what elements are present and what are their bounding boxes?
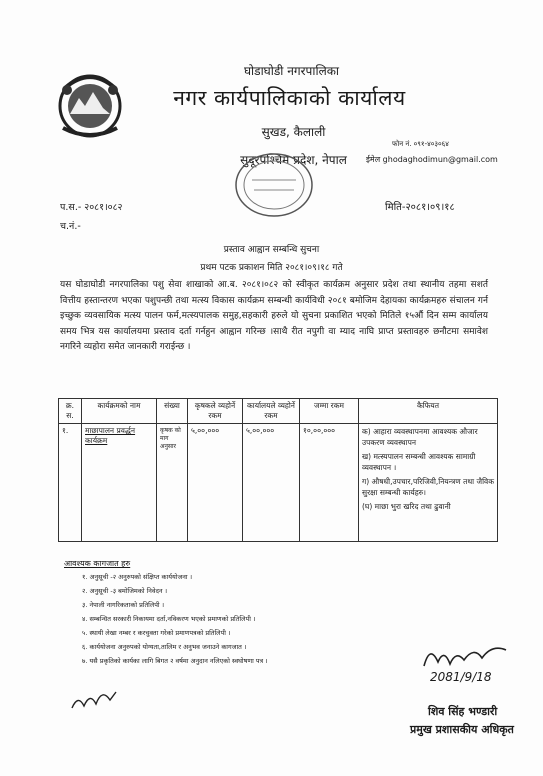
office-location: सुखड, कैलाली <box>261 125 326 139</box>
office-stamp-icon <box>232 150 316 220</box>
col-header-program: कार्यक्रमको नाम <box>82 399 157 424</box>
phone-number: फोन नं. ०९१-४०३०६४ <box>392 140 449 148</box>
issue-date: मिति-२०८१।०९।१८ <box>385 202 455 213</box>
cell-total: १०,००,००० <box>300 424 359 542</box>
col-header-farmer-amount: कृषकले व्यहोर्ने रकम <box>188 399 243 424</box>
remark-item: (घ) माछा भुरा खरिद तथा ढुवानी <box>362 502 451 511</box>
cell-sn: १. <box>59 424 82 542</box>
reference-number: प.स.- २०८१।०८२ <box>60 202 123 213</box>
document-item: ७. यसै प्रकृतिको कार्यका लागि बिगत २ वर्षमा अनुदान नलिएको स्वघोषणा पत्र । <box>82 657 268 665</box>
col-header-count: संख्या <box>157 399 188 424</box>
signatory-name: शिव सिंह भण्डारी <box>428 705 498 718</box>
document-item: १. अनुसूची -२ अनुरुपको संक्षिप्त कार्ययोजना । <box>82 573 193 581</box>
document-item: ३. नेपाली नागरिकताको प्रतिलिपी । <box>82 601 165 609</box>
email-address: ईमेल ghodaghodimun@gmail.com <box>366 155 498 164</box>
cell-program: माछापालन प्रवर्द्धन कार्यक्रम <box>82 424 157 542</box>
signature-date: 2081/9/18 <box>430 670 492 684</box>
document-item: २. अनुसूची -३ बमोजिमको निवेदन । <box>82 587 168 595</box>
col-header-sn: क्र. स. <box>59 399 82 424</box>
program-table <box>58 398 498 542</box>
document-item: ६. कार्ययोजना अनुरुपको योग्यता,तालिम र अनुभव जनाउने कागजात । <box>82 643 247 651</box>
notice-subtitle: प्रथम पटक प्रकाशन मिति २०८१।०९।१८ गते <box>200 263 343 273</box>
province-line: सुदूरपश्चिम प्रदेश, नेपाल <box>240 153 347 167</box>
handwritten-signature-icon <box>420 640 510 674</box>
col-header-office-amount: कार्यालयले व्यहोर्ने रकम <box>243 399 300 424</box>
cell-farmer-amount: ५,००,००० <box>188 424 243 542</box>
remark-item: ख) मत्स्यपालन सम्बन्धी आवश्यक सामाग्री व्यवस्थापन । <box>362 452 476 472</box>
col-header-total: जम्मा रकम <box>300 399 359 424</box>
document-item: ४. सम्बन्धित सरकारी निकायमा दर्ता,नविकरण भएको प्रमाणको प्रतिलिपी । <box>82 615 256 623</box>
signatory-title: प्रमुख प्रशासकीय अधिकृत <box>410 723 514 736</box>
cell-office-amount: ५,००,००० <box>243 424 300 542</box>
documents-heading: आवश्यक कागजात हरु <box>64 559 131 568</box>
municipality-name: घोडाघोडी नगरपालिका <box>243 64 340 78</box>
remark-item: क) आहारा व्यवस्थापनमा आवश्यक औजार उपकरण व्यवस्थापन <box>362 427 478 447</box>
col-header-remarks: कैफियत <box>359 399 498 424</box>
initials-signature-icon <box>70 686 120 714</box>
notice-body: यस घोडाघोडी नगरपालिका पशु सेवा शाखाको आ.ब. २०८१।०८२ को स्वीकृत कार्यक्रम अनुसार प्रदेश तथा स्थानीय तहमा सशर्त वित्तीय हस्तान्तरण भएका पशुपन्छी तथा मत्स्य विकास कार्यक्रम सम्बन्धी कार्यविधी २०८१ बमोजिम देहायका कार्यक्रमहरु संचालन गर्न इच्छुक व्यवसायिक मत्स्य पालन फर्म,मत्स्यपालक समुह,सहकारी हरुले यो सुचना प्रकाशित भएको मितिले १५औं दिन सम्म कार्यालय समय भित्र यस कार्यालयमा प्रस्ताव दर्ता गर्नहुन आह्वान गरिन्छ ।साथै रीत नपुगी वा म्याद नाघि प्राप्त प्रस्तावहरु छनौटमा समावेश नगरिने व्यहोरा समेत जानकारी गराईन्छ । <box>60 280 488 352</box>
table-row <box>59 424 498 542</box>
office-title: नगर कार्यपालिकाको कार्यालय <box>173 86 406 110</box>
table-header-row <box>59 399 498 424</box>
notice-title: प्रस्ताव आह्वान सम्बन्धि सुचना <box>223 245 320 255</box>
cell-remarks <box>359 424 498 542</box>
dispatch-number: च.नं.- <box>60 221 81 232</box>
document-item: ५. स्थायी लेखा नम्बर र करचुक्ता गरेको प्रमाणपत्रको प्रतिलिपी । <box>82 629 231 637</box>
cell-count: कृषक को माग अनुसार <box>157 424 188 542</box>
remark-item: ग) औषधी,उपचार,परिजिवी,नियन्त्रण तथा जैविक सुरक्षा सम्बन्धी कार्यहरु। <box>362 477 494 497</box>
